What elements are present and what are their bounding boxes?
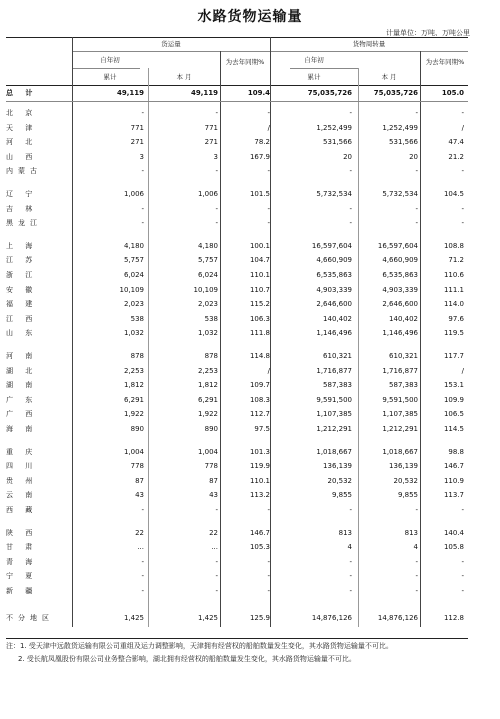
turnover-ytd-cell: 75,035,726 — [307, 89, 352, 97]
table-top-border — [6, 37, 468, 38]
table-row — [0, 312, 500, 326]
freight-month-cell: 890 — [204, 425, 218, 433]
header-turnover: 货物周转量 — [352, 40, 386, 48]
turnover-yoy-cell: 109.9 — [443, 395, 464, 404]
row-name: 陕 西 — [6, 528, 38, 537]
turnover-ytd-cell: - — [349, 219, 352, 228]
turnover-month-cell: 531,566 — [389, 138, 418, 147]
freight-ytd-cell: 43 — [135, 491, 144, 500]
freight-yoy-cell: - — [267, 587, 270, 595]
turnover-yoy-cell: 114.0 — [443, 300, 464, 309]
turnover-ytd-cell: 1,146,496 — [316, 329, 352, 338]
turnover-yoy-cell: 110.9 — [443, 476, 464, 485]
freight-yoy-cell: 101.5 — [249, 190, 270, 198]
turnover-ytd-cell: 6,535,863 — [316, 271, 352, 279]
turnover-ytd-cell: 9,855 — [331, 491, 352, 500]
freight-month-cell: 3 — [213, 152, 218, 161]
freight-month-cell: 5,757 — [197, 256, 218, 265]
turnover-month-cell: 5,732,534 — [382, 190, 418, 198]
turnover-month-cell: 75,035,726 — [373, 89, 418, 97]
freight-yoy-cell: 109.4 — [247, 89, 270, 97]
turnover-month-cell: - — [415, 572, 418, 581]
row-name: 黑龙江 — [6, 219, 42, 228]
total-divider — [6, 101, 468, 102]
freight-ytd-cell: 1,812 — [123, 381, 144, 390]
freight-month-cell: 271 — [204, 138, 218, 147]
turnover-ytd-cell: 1,252,499 — [316, 123, 352, 132]
footnotes — [6, 640, 474, 666]
row-name: 西 藏 — [6, 506, 38, 514]
freight-ytd-cell: 4,180 — [123, 241, 144, 250]
row-name: 山 东 — [6, 329, 38, 338]
freight-ytd-cell: - — [141, 572, 144, 581]
table-row — [0, 326, 500, 340]
freight-ytd-cell: 890 — [130, 425, 144, 433]
table-row — [0, 283, 500, 297]
freight-yoy-cell: 100.1 — [249, 241, 270, 250]
freight-month-cell: 1,425 — [197, 613, 218, 622]
freight-yoy-cell: 167.9 — [249, 152, 270, 161]
table-row — [0, 584, 500, 598]
turnover-month-cell: 1,146,496 — [382, 329, 418, 338]
freight-month-cell: - — [215, 219, 218, 228]
row-name: 不分地区 — [6, 613, 54, 622]
freight-month-cell: 878 — [204, 352, 218, 360]
freight-month-cell: 538 — [204, 314, 218, 323]
freight-yoy-cell: 105.3 — [249, 543, 270, 552]
turnover-month-cell: 140,402 — [389, 314, 418, 323]
turnover-ytd-cell: - — [349, 587, 352, 595]
row-name: 新 疆 — [6, 587, 38, 595]
freight-ytd-cell: 1,425 — [123, 613, 144, 622]
turnover-ytd-cell: 1,107,385 — [316, 410, 352, 419]
freight-ytd-cell: 3 — [139, 152, 144, 161]
turnover-ytd-cell: 1,018,667 — [316, 447, 352, 456]
turnover-month-cell: 1,107,385 — [382, 410, 418, 419]
freight-yoy-cell: 110.1 — [249, 271, 270, 279]
turnover-month-cell: 1,252,499 — [382, 123, 418, 132]
freight-yoy-cell: 110.7 — [249, 285, 270, 294]
turnover-month-cell: 6,535,863 — [382, 271, 418, 279]
turnover-yoy-cell: 112.8 — [443, 613, 464, 622]
row-name: 湖 北 — [6, 366, 38, 375]
freight-month-cell: 49,119 — [190, 89, 218, 97]
row-name: 广 东 — [6, 395, 38, 404]
turnover-ytd-cell: 531,566 — [323, 138, 352, 147]
freight-ytd-cell: 6,291 — [123, 395, 144, 404]
freight-ytd-cell: - — [141, 204, 144, 213]
freight-ytd-cell: 22 — [135, 528, 144, 537]
freight-month-cell: ... — [211, 543, 218, 552]
freight-month-cell: 10,109 — [193, 285, 218, 294]
table-row — [0, 474, 500, 488]
freight-ytd-cell: 878 — [130, 352, 144, 360]
freight-yoy-cell: / — [267, 123, 270, 132]
freight-month-cell: 6,024 — [197, 271, 218, 279]
table-row — [0, 349, 500, 363]
freight-month-cell: 87 — [209, 476, 218, 485]
freight-yoy-cell: 119.9 — [249, 462, 270, 471]
freight-month-cell: - — [215, 506, 218, 514]
turnover-yoy-cell: 21.2 — [448, 152, 464, 161]
row-name: 江 苏 — [6, 256, 38, 265]
turnover-yoy-cell: 98.8 — [448, 447, 464, 456]
table-row-total — [0, 86, 500, 100]
turnover-yoy-cell: 71.2 — [448, 256, 464, 265]
freight-ytd-cell: 1,922 — [123, 410, 144, 419]
freight-ytd-cell: 2,023 — [123, 300, 144, 309]
turnover-ytd-cell: - — [349, 557, 352, 566]
table-row — [0, 187, 500, 201]
header-yoy: 为去年同期% — [225, 58, 265, 66]
freight-ytd-cell: 271 — [130, 138, 144, 147]
turnover-yoy-cell: - — [461, 204, 464, 213]
row-name: 上 海 — [6, 241, 38, 250]
freight-yoy-cell: - — [267, 204, 270, 213]
freight-yoy-cell: 114.8 — [249, 352, 270, 360]
table-row — [0, 445, 500, 459]
row-name: 内蒙古 — [6, 167, 42, 176]
header-this-month: 本 月 — [381, 73, 397, 81]
table-row — [0, 459, 500, 473]
row-name: 青 海 — [6, 557, 38, 566]
freight-yoy-cell: - — [267, 219, 270, 228]
table-row — [0, 253, 500, 267]
turnover-yoy-cell: 111.1 — [443, 285, 464, 294]
freight-ytd-cell: - — [141, 219, 144, 228]
table-row — [0, 135, 500, 149]
table-row — [0, 526, 500, 540]
header-freight-volume: 货运量 — [161, 40, 181, 48]
turnover-ytd-cell: 4 — [347, 543, 352, 552]
turnover-yoy-cell: - — [461, 572, 464, 581]
freight-ytd-cell: 1,006 — [123, 190, 144, 198]
turnover-yoy-cell: - — [461, 219, 464, 228]
table-row — [0, 503, 500, 517]
freight-month-cell: - — [215, 572, 218, 581]
turnover-ytd-cell: 20 — [343, 152, 352, 161]
freight-yoy-cell: 125.9 — [249, 613, 270, 622]
turnover-month-cell: 20,532 — [393, 476, 418, 485]
turnover-ytd-cell: 16,597,604 — [311, 241, 352, 250]
freight-ytd-cell: 778 — [130, 462, 144, 471]
turnover-ytd-cell: - — [349, 167, 352, 176]
turnover-ytd-cell: 14,876,126 — [311, 613, 352, 622]
freight-yoy-cell: 112.7 — [249, 410, 270, 419]
row-name: 吉 林 — [6, 204, 38, 213]
header-cumulative: 累计 — [307, 73, 321, 81]
table-row — [0, 422, 500, 436]
freight-month-cell: - — [215, 557, 218, 566]
row-name: 河 北 — [6, 138, 38, 147]
row-name: 总 计 — [6, 89, 38, 97]
freight-yoy-cell: 110.1 — [249, 476, 270, 485]
turnover-yoy-cell: - — [461, 506, 464, 514]
header-this-month: 本 月 — [176, 73, 192, 81]
table-row — [0, 202, 500, 216]
turnover-yoy-cell: - — [461, 109, 464, 117]
row-name: 甘 肃 — [6, 543, 38, 552]
turnover-ytd-cell: 9,591,500 — [316, 395, 352, 404]
table-row — [0, 378, 500, 392]
turnover-month-cell: 813 — [404, 528, 418, 537]
turnover-ytd-cell: - — [349, 204, 352, 213]
row-name: 湖 南 — [6, 381, 38, 390]
turnover-ytd-cell: 4,903,339 — [316, 285, 352, 294]
unit-label: 计量单位：万吨、万吨公里 — [386, 29, 470, 37]
freight-month-cell: 1,812 — [197, 381, 218, 390]
table-row — [0, 569, 500, 583]
turnover-yoy-cell: 105.8 — [443, 543, 464, 552]
turnover-ytd-cell: 1,716,877 — [316, 366, 352, 375]
row-name: 浙 江 — [6, 271, 38, 279]
turnover-month-cell: 610,321 — [389, 352, 418, 360]
freight-yoy-cell: / — [267, 366, 270, 375]
turnover-ytd-cell: 2,646,600 — [316, 300, 352, 309]
freight-month-cell: 6,291 — [197, 395, 218, 404]
freight-month-cell: - — [215, 204, 218, 213]
freight-ytd-cell: 6,024 — [123, 271, 144, 279]
row-name: 河 南 — [6, 352, 38, 360]
turnover-yoy-cell: 105.0 — [441, 89, 464, 97]
freight-yoy-cell: - — [267, 506, 270, 514]
table-row — [0, 239, 500, 253]
footnote-2: 2. 受长航凤凰股份有限公司业务整合影响，湖北拥有经营权的船舶数量发生变化，其水路货物运输量不可比。 — [18, 655, 356, 663]
turnover-month-cell: 136,139 — [389, 462, 418, 471]
freight-yoy-cell: - — [267, 109, 270, 117]
turnover-yoy-cell: - — [461, 557, 464, 566]
turnover-yoy-cell: 119.5 — [443, 329, 464, 338]
turnover-ytd-cell: 140,402 — [323, 314, 352, 323]
freight-yoy-cell: 115.2 — [249, 300, 270, 309]
turnover-month-cell: - — [415, 506, 418, 514]
turnover-ytd-cell: 20,532 — [327, 476, 352, 485]
table-row — [0, 268, 500, 282]
turnover-month-cell: 587,383 — [389, 381, 418, 390]
table-row — [0, 555, 500, 569]
freight-month-cell: - — [215, 167, 218, 176]
turnover-yoy-cell: 113.7 — [443, 491, 464, 500]
turnover-ytd-cell: - — [349, 109, 352, 117]
header-cumulative: 累计 — [103, 73, 117, 81]
freight-ytd-cell: 87 — [135, 476, 144, 485]
table-row — [0, 164, 500, 178]
freight-month-cell: 778 — [204, 462, 218, 471]
row-name: 宁 夏 — [6, 572, 38, 581]
freight-month-cell: 22 — [209, 528, 218, 537]
turnover-yoy-cell: 117.7 — [443, 352, 464, 360]
header-divider-ytd — [72, 68, 140, 69]
freight-yoy-cell: 108.3 — [249, 395, 270, 404]
turnover-yoy-cell: / — [461, 123, 464, 132]
turnover-yoy-cell: 47.4 — [448, 138, 464, 147]
turnover-ytd-cell: - — [349, 572, 352, 581]
turnover-yoy-cell: / — [461, 366, 464, 375]
table-row — [0, 611, 500, 625]
turnover-ytd-cell: 4,660,909 — [316, 256, 352, 265]
freight-yoy-cell: - — [267, 167, 270, 176]
freight-yoy-cell: 106.3 — [249, 314, 270, 323]
row-name: 云 南 — [6, 491, 38, 500]
row-name: 北 京 — [6, 109, 38, 117]
header-divider-ytd2 — [290, 68, 358, 69]
table-row — [0, 488, 500, 502]
freight-month-cell: 43 — [209, 491, 218, 500]
turnover-ytd-cell: - — [349, 506, 352, 514]
freight-ytd-cell: - — [141, 109, 144, 117]
row-name: 江 西 — [6, 314, 38, 323]
freight-yoy-cell: - — [267, 557, 270, 566]
freight-yoy-cell: 146.7 — [249, 528, 270, 537]
turnover-yoy-cell: 108.8 — [443, 241, 464, 250]
freight-ytd-cell: 10,109 — [119, 285, 144, 294]
footnote-1: 注：1. 受天津中远散货运输有限公司重组及运力调整影响，天津拥有经营权的船舶数量发生变化，其水路货物运输量不可比。 — [6, 642, 393, 650]
turnover-month-cell: 1,212,291 — [382, 425, 418, 433]
turnover-month-cell: 4,903,339 — [382, 285, 418, 294]
freight-month-cell: 2,023 — [197, 300, 218, 309]
freight-ytd-cell: - — [141, 167, 144, 176]
turnover-ytd-cell: 813 — [338, 528, 352, 537]
row-name: 福 建 — [6, 300, 38, 309]
row-name: 广 西 — [6, 410, 38, 419]
freight-yoy-cell: 101.3 — [249, 447, 270, 456]
table-row — [0, 297, 500, 311]
turnover-month-cell: - — [415, 167, 418, 176]
table-row — [0, 540, 500, 554]
turnover-yoy-cell: 106.5 — [443, 410, 464, 419]
freight-ytd-cell: 49,119 — [116, 89, 144, 97]
freight-month-cell: 2,253 — [197, 366, 218, 375]
freight-ytd-cell: 5,757 — [123, 256, 144, 265]
turnover-yoy-cell: - — [461, 167, 464, 176]
turnover-ytd-cell: 1,212,291 — [316, 425, 352, 433]
turnover-ytd-cell: 610,321 — [323, 352, 352, 360]
freight-month-cell: 771 — [204, 123, 218, 132]
freight-yoy-cell: - — [267, 572, 270, 581]
freight-yoy-cell: 97.5 — [254, 425, 270, 433]
freight-month-cell: 1,032 — [197, 329, 218, 338]
freight-month-cell: - — [215, 109, 218, 117]
table-row — [0, 407, 500, 421]
turnover-month-cell: 9,591,500 — [382, 395, 418, 404]
freight-ytd-cell: 2,253 — [123, 366, 144, 375]
table-row — [0, 106, 500, 120]
freight-yoy-cell: 109.7 — [249, 381, 270, 390]
turnover-yoy-cell: 146.7 — [443, 462, 464, 471]
turnover-ytd-cell: 587,383 — [323, 381, 352, 390]
turnover-month-cell: - — [415, 557, 418, 566]
turnover-yoy-cell: 114.5 — [443, 425, 464, 433]
table-bottom-border — [6, 638, 468, 639]
freight-ytd-cell: 771 — [130, 123, 144, 132]
turnover-yoy-cell: 97.6 — [448, 314, 464, 323]
turnover-month-cell: 1,716,877 — [382, 366, 418, 375]
freight-ytd-cell: 538 — [130, 314, 144, 323]
header-ytd: 自年初 — [304, 56, 324, 64]
turnover-month-cell: - — [415, 587, 418, 595]
freight-month-cell: 1,922 — [197, 410, 218, 419]
turnover-month-cell: - — [415, 109, 418, 117]
row-name: 辽 宁 — [6, 190, 38, 198]
row-name: 重 庆 — [6, 447, 38, 456]
freight-ytd-cell: 1,004 — [123, 447, 144, 456]
row-name: 贵 州 — [6, 476, 38, 485]
turnover-yoy-cell: 104.5 — [443, 190, 464, 198]
turnover-ytd-cell: 136,139 — [323, 462, 352, 471]
table-row — [0, 121, 500, 135]
turnover-month-cell: 9,855 — [397, 491, 418, 500]
freight-ytd-cell: - — [141, 506, 144, 514]
turnover-month-cell: 4 — [413, 543, 418, 552]
freight-ytd-cell: - — [141, 587, 144, 595]
turnover-month-cell: 16,597,604 — [377, 241, 418, 250]
freight-yoy-cell: 104.7 — [249, 256, 270, 265]
row-name: 天 津 — [6, 123, 38, 132]
header-ytd: 自年初 — [100, 56, 120, 64]
turnover-yoy-cell: - — [461, 587, 464, 595]
freight-ytd-cell: 1,032 — [123, 329, 144, 338]
freight-ytd-cell: - — [141, 557, 144, 566]
turnover-yoy-cell: 153.1 — [443, 381, 464, 390]
row-name: 安 徽 — [6, 285, 38, 294]
turnover-month-cell: 20 — [409, 152, 418, 161]
freight-yoy-cell: 113.2 — [249, 491, 270, 500]
table-row — [0, 150, 500, 164]
turnover-month-cell: 14,876,126 — [377, 613, 418, 622]
row-name: 四 川 — [6, 462, 38, 471]
row-name: 山 西 — [6, 152, 38, 161]
table-row — [0, 393, 500, 407]
header-yoy: 为去年同期% — [425, 58, 465, 66]
turnover-month-cell: 2,646,600 — [382, 300, 418, 309]
turnover-month-cell: 4,660,909 — [382, 256, 418, 265]
turnover-yoy-cell: 110.6 — [443, 271, 464, 279]
page-title: 水路货物运输量 — [197, 9, 303, 25]
turnover-month-cell: - — [415, 204, 418, 213]
turnover-month-cell: - — [415, 219, 418, 228]
freight-month-cell: 1,004 — [197, 447, 218, 456]
freight-month-cell: - — [215, 587, 218, 595]
row-name: 海 南 — [6, 425, 38, 433]
turnover-yoy-cell: 140.4 — [443, 528, 464, 537]
freight-ytd-cell: ... — [137, 543, 144, 552]
table-row — [0, 216, 500, 230]
freight-month-cell: 4,180 — [197, 241, 218, 250]
turnover-month-cell: 1,018,667 — [382, 447, 418, 456]
freight-yoy-cell: 111.8 — [249, 329, 270, 338]
table-row — [0, 364, 500, 378]
freight-month-cell: 1,006 — [197, 190, 218, 198]
freight-yoy-cell: 78.2 — [254, 138, 270, 147]
turnover-ytd-cell: 5,732,534 — [316, 190, 352, 198]
